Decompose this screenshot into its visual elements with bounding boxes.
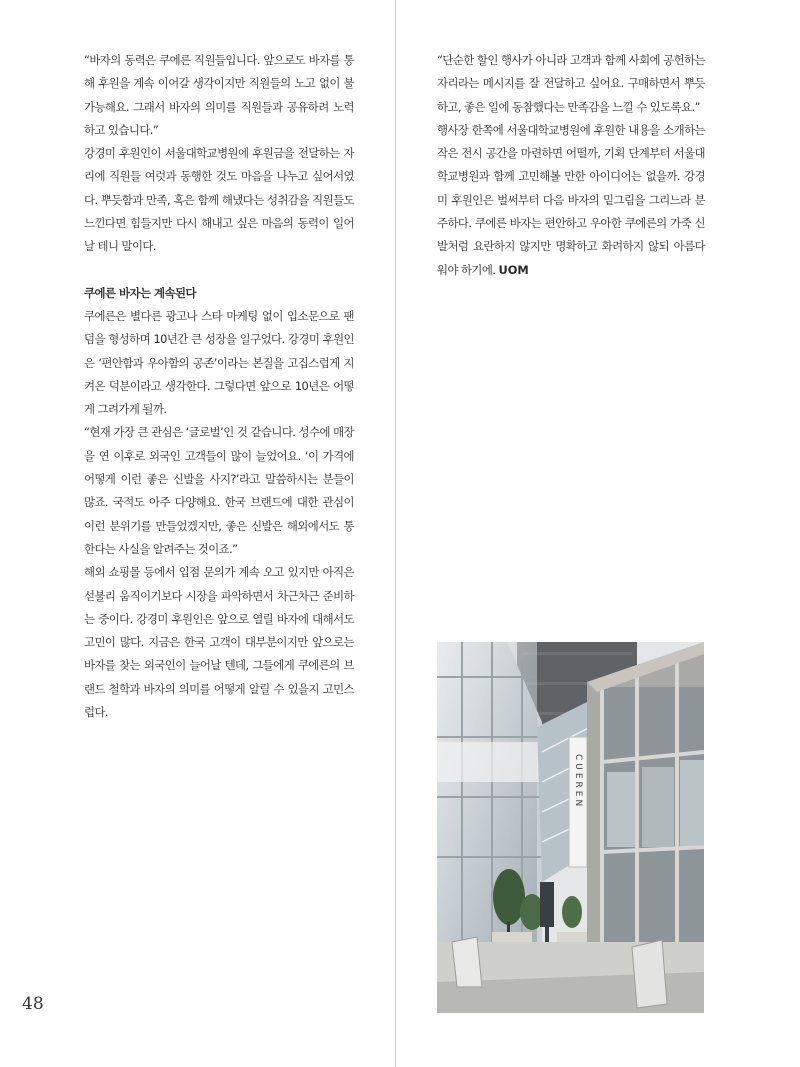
body-paragraph: 강경미 후원인이 서울대학교병원에 후원금을 전달하는 자리에 직원들 여럿과 동행한 것도 마음을 나누고 싶어서였다. 뿌듯함과 만족, 혹은 함께 해냈다는 성취감을 직원들도 느낀다면 힘들지만 다시 해내고 싶은 마음의 동력이 일어날 테니 말이다. — [84, 146, 354, 254]
storefront-illustration — [437, 642, 704, 1013]
closing-text: 행사장 한쪽에 서울대학교병원에 후원한 내용을 소개하는 작은 전시 공간을 마련하면 어떨까, 기획 단계부터 서울대학교병원과 함께 고민해볼 만한 아이디어는 없을까. 강경미 후원인은 벌써부터 다음 바자의 밑그림을 그리느라 분주하다. 쿠에른 바자는 편안하고 우아한 쿠에른의 가죽 신발처럼 요란하지 않지만 명확하고 화려하지 않되 아름다워야 하기에. — [437, 122, 705, 277]
quote-paragraph: “바자의 동력은 쿠에른 직원들입니다. 앞으로도 바자를 통해 후원을 계속 이어갈 생각이지만 직원들의 노고 없이 불가능해요. 그래서 바자의 의미를 직원들과 공유하려 노력하고 있습니다.” — [84, 53, 354, 137]
right-column — [437, 49, 705, 282]
body-paragraph — [437, 119, 705, 282]
storefront-sign: CUEREN — [573, 754, 583, 810]
paragraph-gap — [84, 259, 354, 282]
body-paragraph: 해외 쇼핑몰 등에서 입점 문의가 계속 오고 있지만 아직은 섣불리 움직이기보다 시장을 파악하면서 차근차근 준비하는 중이다. 강경미 후원인은 앞으로 열릴 바자에 대해서도 고민이 많다. 지금은 한국 고객이 대부분이지만 앞으로는 바자를 찾는 외국인이 늘어날 텐데, 그들에게 쿠에른의 브랜드 철학과 바자의 의미를 어떻게 알릴 수 있을지 고민스럽다. — [84, 565, 354, 720]
section-subheading: 쿠에른 바자는 계속된다 — [84, 285, 196, 300]
quote-paragraph: “단순한 할인 행사가 아니라 고객과 함께 사회에 공헌하는 자리라는 메시지를 잘 전달하고 싶어요. 구매하면서 뿌듯하고, 좋은 일에 동참했다는 만족감을 느낄 수 있도록요.” — [437, 53, 705, 114]
storefront-photo — [437, 642, 704, 1013]
quote-paragraph: “현재 가장 큰 관심은 ‘글로벌’인 것 같습니다. 성수에 매장을 연 이후로 외국인 고객들이 많이 늘었어요. ‘이 가격에 어떻게 이런 좋은 신발을 사지?’라고 말씀하시는 분들이 많죠. 국적도 아주 다양해요. 한국 브랜드에 대한 관심이 이런 분위기를 만들었겠지만, 좋은 신발은 해외에서도 통한다는 사실을 알려주는 것이죠.” — [84, 425, 354, 556]
column-divider — [395, 0, 396, 1067]
left-column — [84, 49, 354, 724]
author-signature: UOM — [498, 262, 529, 277]
page-number: 48 — [22, 994, 44, 1014]
body-paragraph: 쿠에른은 별다른 광고나 스타 마케팅 없이 입소문으로 팬덤을 형성하며 10년간 큰 성장을 일구었다. 강경미 후원인은 ‘편안함과 우아함의 공존’이라는 본질을 고집스럽게 지켜온 덕분이라고 생각한다. 그렇다면 앞으로 10년은 어떻게 그려가게 될까. — [84, 308, 354, 417]
